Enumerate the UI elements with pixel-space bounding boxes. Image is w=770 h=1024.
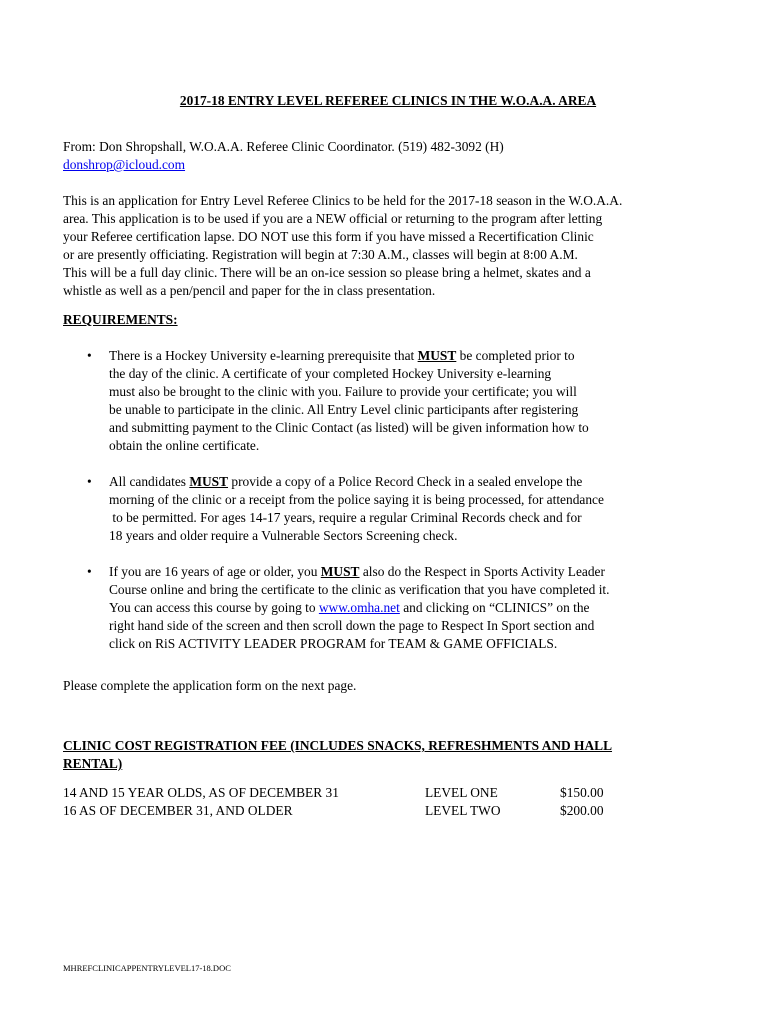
requirements-list [63,347,713,671]
requirement-text: provide a copy of a Police Record Check in a sealed envelope the [228,474,583,489]
bullet-icon: • [87,564,92,579]
bullet-icon: • [87,474,92,489]
document-title: 2017-18 ENTRY LEVEL REFEREE CLINICS IN THE W.O.A.A. AREA [179,93,597,108]
requirement-line: be unable to participate in the clinic. All Entry Level clinic participants after registering [109,402,579,417]
intro-line: your Referee certification lapse. DO NOT use this form if you have missed a Recertification Clinic [63,229,594,244]
must-emphasis: MUST [320,564,360,579]
cost-age: 14 AND 15 YEAR OLDS, AS OF DECEMBER 31 [63,785,339,800]
cost-level: LEVEL ONE [425,785,498,800]
cost-level: LEVEL TWO [425,803,501,818]
requirement-text: If you are 16 years of age or older, you [109,564,321,579]
intro-line: This will be a full day clinic. There will be an on-ice session so please bring a helmet, skates and a [63,265,591,280]
intro-paragraph [63,192,713,300]
closing-note: Please complete the application form on the next page. [63,678,357,693]
requirement-line: the day of the clinic. A certificate of your completed Hockey University e-learning [109,366,552,381]
requirement-line: must also be brought to the clinic with you. Failure to provide your certificate; you will [109,384,577,399]
from-block [63,138,713,174]
requirement-text: also do the Respect in Sports Activity Leader [359,564,605,579]
requirement-line: to be permitted. For ages 14-17 years, require a regular Criminal Records check and for [109,510,582,525]
email-link[interactable]: donshrop@icloud.com [63,157,186,172]
footer-filename: MHREFCLINICAPPENTRYLEVEL17-18.DOC [63,963,231,973]
bullet-icon: • [87,348,92,363]
requirement-text: and clicking on “CLINICS” on the [399,600,590,615]
omha-link[interactable]: www.omha.net [318,600,400,615]
must-emphasis: MUST [189,474,229,489]
cost-age: 16 AS OF DECEMBER 31, AND OLDER [63,803,293,818]
cost-price: $150.00 [560,785,604,800]
intro-line: area. This application is to be used if you are a NEW official or returning to the program after letting [63,211,603,226]
requirement-line: obtain the online certificate. [109,438,260,453]
requirement-item [63,473,713,545]
intro-line: or are presently officiating. Registration will begin at 7:30 A.M., classes will begin at 8:00 A.M. [63,247,578,262]
requirements-heading: REQUIREMENTS: [63,312,178,327]
requirement-item [63,563,713,653]
cost-price: $200.00 [560,803,604,818]
cost-heading [63,737,703,773]
requirement-text: All candidates [109,474,190,489]
requirement-text: There is a Hockey University e-learning prerequisite that [109,348,418,363]
cost-heading-line: RENTAL) [63,756,123,771]
requirement-line: right hand side of the screen and then scroll down the page to Respect In Sport section and [109,618,595,633]
requirement-line: 18 years and older require a Vulnerable Sectors Screening check. [109,528,458,543]
requirement-line: click on RiS ACTIVITY LEADER PROGRAM for TEAM & GAME OFFICIALS. [109,636,558,651]
intro-line: whistle as well as a pen/pencil and paper for the in class presentation. [63,283,436,298]
requirement-text: You can access this course by going to [109,600,319,615]
cost-heading-line: CLINIC COST REGISTRATION FEE (INCLUDES SNACKS, REFRESHMENTS AND HALL [63,738,613,753]
requirement-item [63,347,713,455]
must-emphasis: MUST [417,348,457,363]
requirement-line: and submitting payment to the Clinic Contact (as listed) will be given information how to [109,420,589,435]
requirement-line: Course online and bring the certificate to the clinic as verification that you have completed it. [109,582,610,597]
intro-line: This is an application for Entry Level Referee Clinics to be held for the 2017-18 season in the W.O.A.A. [63,193,623,208]
requirement-text: be completed prior to [456,348,575,363]
requirement-line: morning of the clinic or a receipt from the police saying it is being processed, for attendance [109,492,604,507]
from-line: From: Don Shropshall, W.O.A.A. Referee Clinic Coordinator. (519) 482-3092 (H) [63,139,504,154]
